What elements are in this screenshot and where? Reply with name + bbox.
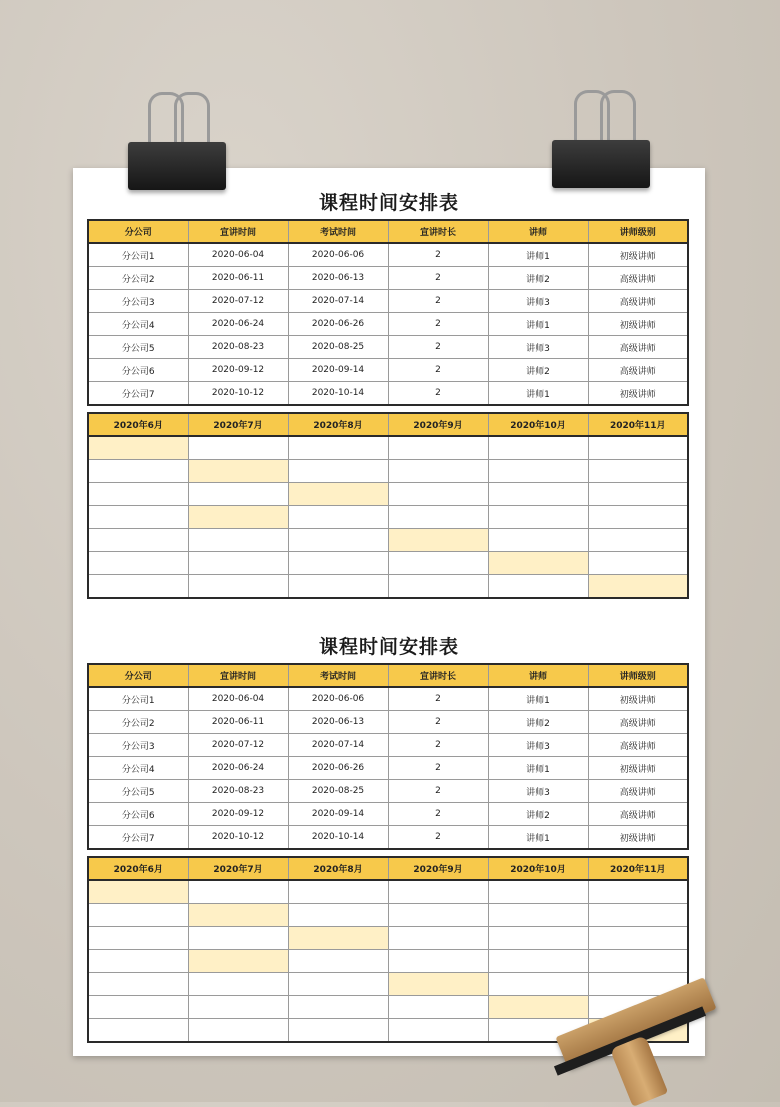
gantt-cell [488,904,588,927]
month-header: 2020年9月 [388,413,488,436]
gantt-cell [388,575,488,599]
column-header: 宣讲时间 [188,220,288,243]
table-cell: 分公司6 [88,359,188,382]
gantt-cell-highlighted [388,973,488,996]
table-cell: 讲师1 [488,687,588,711]
gantt-cell [388,880,488,904]
table-cell: 初级讲师 [588,826,688,850]
gantt-cell [488,575,588,599]
gantt-cell [88,460,188,483]
gantt-cell [388,904,488,927]
gantt-cell [488,506,588,529]
table-cell: 2 [388,243,488,267]
table-cell: 分公司3 [88,290,188,313]
gantt-cell [88,552,188,575]
table-cell: 2 [388,267,488,290]
month-header: 2020年10月 [488,857,588,880]
gantt-cell [88,904,188,927]
table-cell: 2020-10-12 [188,826,288,850]
gantt-cell [588,506,688,529]
gantt-cell-highlighted [188,904,288,927]
gantt-cell [388,483,488,506]
gantt-cell [88,950,188,973]
table-cell: 分公司7 [88,382,188,406]
table-cell: 2020-07-12 [188,734,288,757]
table-header-row [88,220,688,243]
gantt-cell [188,483,288,506]
page-title: 课程时间安排表 [318,192,459,214]
gantt-cell [188,973,288,996]
table-cell: 2020-06-13 [288,267,388,290]
gantt-row [88,552,688,575]
table-cell: 2020-06-13 [288,711,388,734]
gantt-cell [588,904,688,927]
gantt-cell [88,1019,188,1043]
gantt-cell-highlighted [288,483,388,506]
gantt-cell [388,506,488,529]
table-cell: 2020-10-14 [288,382,388,406]
gantt-cell [88,973,188,996]
table-cell: 2 [388,687,488,711]
month-header: 2020年8月 [288,413,388,436]
column-header: 讲师级别 [588,220,688,243]
gantt-cell [188,575,288,599]
gantt-cell-highlighted [88,880,188,904]
table-cell: 分公司6 [88,803,188,826]
gantt-cell [288,973,388,996]
table-cell: 2020-06-11 [188,711,288,734]
table-cell: 讲师2 [488,267,588,290]
table-row [88,313,688,336]
gantt-cell [488,529,588,552]
table-cell: 2020-06-11 [188,267,288,290]
table-row [88,336,688,359]
table-cell: 分公司5 [88,336,188,359]
gantt-cell-highlighted [288,927,388,950]
column-header: 宣讲时长 [388,664,488,687]
table-cell: 讲师3 [488,336,588,359]
gantt-cell [588,950,688,973]
month-header: 2020年6月 [88,413,188,436]
table-row [88,290,688,313]
table-cell: 讲师3 [488,290,588,313]
gantt-cell [388,1019,488,1043]
gantt-cell [388,950,488,973]
table-cell: 高级讲师 [588,267,688,290]
table-cell: 2020-06-26 [288,757,388,780]
table-cell: 高级讲师 [588,803,688,826]
gantt-cell [88,996,188,1019]
table-cell: 2020-09-14 [288,359,388,382]
table-cell: 讲师3 [488,734,588,757]
table-cell: 高级讲师 [588,290,688,313]
table-cell: 2020-09-12 [188,803,288,826]
table-cell: 分公司2 [88,711,188,734]
gantt-cell [588,529,688,552]
gantt-cell [88,927,188,950]
table-cell: 2 [388,803,488,826]
gantt-cell-highlighted [188,506,288,529]
table-cell: 分公司4 [88,757,188,780]
table-cell: 2 [388,711,488,734]
table-header-row [88,664,688,687]
table-cell: 2020-07-12 [188,290,288,313]
paper-sheet [73,168,705,1056]
table-cell: 2 [388,826,488,850]
gantt-cell [88,483,188,506]
gantt-cell [388,927,488,950]
table-cell: 高级讲师 [588,336,688,359]
table-cell: 2 [388,336,488,359]
gantt-cell [588,927,688,950]
gantt-cell [488,460,588,483]
table-row [88,359,688,382]
gantt-cell [288,506,388,529]
table-cell: 2 [388,382,488,406]
table-cell: 初级讲师 [588,243,688,267]
gantt-cell [588,460,688,483]
gantt-cell-highlighted [188,950,288,973]
gantt-cell [88,506,188,529]
table-row [88,780,688,803]
table-cell: 高级讲师 [588,359,688,382]
table-cell: 2020-08-25 [288,336,388,359]
table-cell: 2020-06-24 [188,757,288,780]
gantt-cell [188,436,288,460]
table-cell: 2 [388,290,488,313]
gantt-cell [388,996,488,1019]
table-cell: 2 [388,359,488,382]
gantt-row [88,880,688,904]
table-cell: 讲师1 [488,313,588,336]
month-header: 2020年8月 [288,857,388,880]
table-cell: 高级讲师 [588,711,688,734]
gantt-row [88,575,688,599]
table-cell: 2020-06-24 [188,313,288,336]
table-row [88,803,688,826]
gantt-row [88,904,688,927]
table-cell: 讲师2 [488,359,588,382]
table-cell: 讲师1 [488,382,588,406]
gantt-cell [388,436,488,460]
table-cell: 2020-07-14 [288,290,388,313]
gantt-cell [188,927,288,950]
table-cell: 分公司1 [88,687,188,711]
gantt-cell [488,927,588,950]
table-cell: 初级讲师 [588,313,688,336]
table-cell: 2020-08-23 [188,336,288,359]
table-cell: 讲师2 [488,803,588,826]
table-cell: 2020-07-14 [288,734,388,757]
table-cell: 2 [388,780,488,803]
table-cell: 2020-08-25 [288,780,388,803]
table-row [88,267,688,290]
table-cell: 初级讲师 [588,757,688,780]
gantt-cell-highlighted [188,460,288,483]
gantt-cell [288,996,388,1019]
table-cell: 2020-06-26 [288,313,388,336]
month-header: 2020年9月 [388,857,488,880]
table-cell: 2020-06-04 [188,243,288,267]
table-cell: 2020-09-12 [188,359,288,382]
gantt-cell [588,552,688,575]
column-header: 讲师 [488,220,588,243]
table-cell: 分公司2 [88,267,188,290]
gantt-row [88,460,688,483]
gantt-cell [288,460,388,483]
page-title: 课程时间安排表 [318,636,459,658]
table-cell: 讲师2 [488,711,588,734]
gantt-header-row [88,413,688,436]
table-cell: 分公司5 [88,780,188,803]
gantt-cell [188,1019,288,1043]
gantt-cell [288,529,388,552]
gantt-cell [388,460,488,483]
schedule-table [87,663,689,850]
gantt-cell [88,529,188,552]
column-header: 分公司 [88,220,188,243]
table-cell: 2 [388,313,488,336]
table-cell: 2020-08-23 [188,780,288,803]
table-cell: 初级讲师 [588,687,688,711]
month-header: 2020年7月 [188,857,288,880]
month-header: 2020年10月 [488,413,588,436]
table-cell: 高级讲师 [588,780,688,803]
table-row [88,382,688,406]
gantt-cell [188,880,288,904]
table-cell: 2020-06-04 [188,687,288,711]
gantt-cell [488,950,588,973]
table-row [88,243,688,267]
column-header: 考试时间 [288,664,388,687]
gantt-row [88,529,688,552]
gantt-row [88,927,688,950]
gantt-cell [388,552,488,575]
clip-body [552,140,650,188]
gantt-cell [588,880,688,904]
table-cell: 分公司3 [88,734,188,757]
table-cell: 初级讲师 [588,382,688,406]
gantt-cell [288,950,388,973]
gantt-cell-highlighted [388,529,488,552]
gantt-header-row [88,857,688,880]
month-header: 2020年6月 [88,857,188,880]
gantt-cell [288,552,388,575]
gantt-cell [88,575,188,599]
table-row [88,734,688,757]
gantt-cell [288,880,388,904]
schedule-table [87,219,689,406]
gantt-cell [588,483,688,506]
column-header: 考试时间 [288,220,388,243]
table-cell: 2 [388,757,488,780]
column-header: 分公司 [88,664,188,687]
table-cell: 讲师1 [488,243,588,267]
table-cell: 2020-06-06 [288,687,388,711]
gantt-cell [488,483,588,506]
table-cell: 2020-10-14 [288,826,388,850]
gantt-cell [488,880,588,904]
month-header: 2020年7月 [188,413,288,436]
gantt-row [88,436,688,460]
table-row [88,687,688,711]
gantt-cell-highlighted [588,575,688,599]
column-header: 宣讲时长 [388,220,488,243]
table-cell: 分公司7 [88,826,188,850]
table-row [88,826,688,850]
gantt-cell [188,552,288,575]
table-cell: 分公司4 [88,313,188,336]
gantt-cell [288,436,388,460]
column-header: 讲师级别 [588,664,688,687]
table-cell: 讲师1 [488,826,588,850]
table-cell: 2 [388,734,488,757]
gantt-table [87,412,689,599]
column-header: 讲师 [488,664,588,687]
gantt-cell [288,1019,388,1043]
table-cell: 2020-09-14 [288,803,388,826]
gantt-cell [488,436,588,460]
table-cell: 高级讲师 [588,734,688,757]
gantt-row [88,506,688,529]
gantt-cell [188,996,288,1019]
gantt-cell [188,529,288,552]
table-row [88,711,688,734]
column-header: 宣讲时间 [188,664,288,687]
month-header: 2020年11月 [588,857,688,880]
table-cell: 2020-10-12 [188,382,288,406]
clip-body [128,142,226,190]
gantt-cell-highlighted [88,436,188,460]
table-cell: 2020-06-06 [288,243,388,267]
stamp-icon [540,978,780,1102]
gantt-row [88,950,688,973]
table-cell: 分公司1 [88,243,188,267]
gantt-cell-highlighted [488,552,588,575]
gantt-cell [588,436,688,460]
table-cell: 讲师1 [488,757,588,780]
stamp-handle [610,1035,668,1107]
gantt-cell [288,575,388,599]
gantt-row [88,483,688,506]
table-row [88,757,688,780]
gantt-cell [288,904,388,927]
month-header: 2020年11月 [588,413,688,436]
table-cell: 讲师3 [488,780,588,803]
